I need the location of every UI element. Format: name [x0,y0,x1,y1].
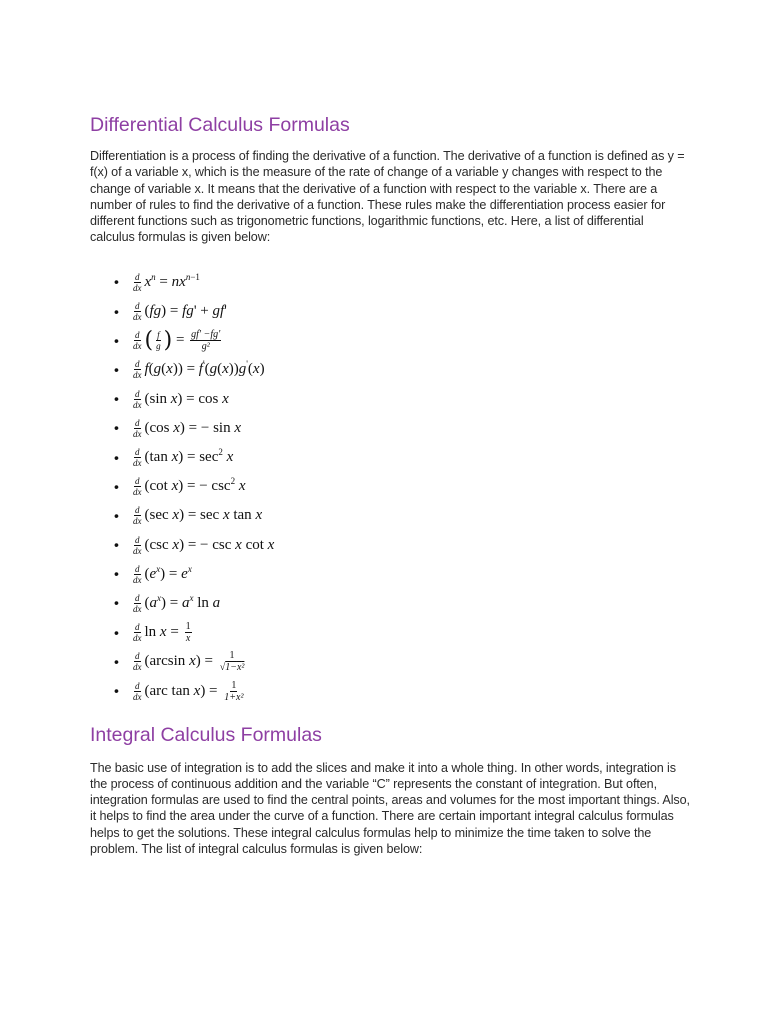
formula-item [90,355,690,384]
differential-section-title: Differential Calculus Formulas [90,114,350,136]
formula-item [90,268,690,297]
formula-csc: • $\frac{d}{dx}$ (csc x) = − csc x cot x [133,534,275,556]
differential-intro-paragraph: Differentiation is a process of finding the derivative of a function. The derivative of a function is defined as y = f(x) of a variable x, which is the measure of the rate of change of a variable y changes with respect to the change of variable x. It means that the derivative of a function with respect to the variable x. There are a number of rules to find the derivative of a function. These rules make the differentiation process easier for different functions such as trigonometric functions, logarithmic functions, etc. Here, a list of differential calculus formulas is given below: [90,149,685,245]
article-content [90,112,690,857]
formula-item [90,472,690,501]
formula-quotient-rule: • $\frac{d}{dx}$ ( $\frac{f}{g}$ ) = $\frac{gf' -fg'}{\text{g²}}$ [133,328,221,354]
formula-sin: • $\frac{d}{dx}$ (sin x) = cos x [133,388,229,410]
formula-a-power-x: • $\frac{d}{dx}$ $(a^x) = a^x$ ln a [133,592,221,614]
formula-arcsin: • $\frac{d}{dx}$ (arcsin x) = $\frac{1}{\text{√1−x²}}$ [133,650,245,674]
formula-cos: • $\frac{d}{dx}$ (cos x) = − sin x [133,417,242,439]
formula-arctan: • $\frac{d}{dx}$ (arc tan x) = $\frac{1}{\text{1+x²}}$ [133,679,244,703]
formula-cot: • $\frac{d}{dx}$ (cot x) = − $\csc^2 x$ [133,476,246,498]
formula-item [90,560,690,589]
formula-ln: • $\frac{d}{dx}$ ln x = $\frac{1}{x}$ [133,621,191,645]
formula-item [90,385,690,414]
differential-formula-list [90,268,690,706]
formula-item [90,530,690,559]
formula-sec: • $\frac{d}{dx}$ (sec x) = sec x tan x [133,505,263,527]
formula-item [90,326,690,355]
formula-item [90,618,690,647]
formula-item [90,501,690,530]
formula-item [90,647,690,676]
formula-item [90,589,690,618]
integral-intro-paragraph: The basic use of integration is to add the slices and make it into a whole thing. In other words, integration is the process of continuous addition and the variable “C” represents the constant of integration. But often, integration formulas are used to find the central points, areas and volumes for the most important things. Also, it helps to find the area under the curve of a function. There are certain important integral calculus formulas helps to get the solutions. These integral calculus formulas help to minimize the time taken to solve the problem. The list of integral calculus formulas is given below: [90,760,690,857]
formula-item [90,443,690,472]
formula-tan: • $\frac{d}{dx}$ (tan $x) = \sec^2 x$ [133,446,234,468]
formula-product-rule: • $\frac{d}{dx}$ (fg) = fg' + gf' [133,301,227,323]
formula-exp: • $\frac{d}{dx}$ $(e^x) = e^x$ [133,563,192,585]
integral-section-title: Integral Calculus Formulas [90,723,322,746]
formula-item [90,676,690,705]
formula-item [90,414,690,443]
formula-chain-rule: • $\frac{d}{dx}$ f(g(x)) = f'(g(x))g'(x) [133,359,265,381]
formula-power-rule: • $\frac{d}{dx}$ $x^n = nx^{n-1}$ [133,271,200,293]
formula-item [90,297,690,326]
